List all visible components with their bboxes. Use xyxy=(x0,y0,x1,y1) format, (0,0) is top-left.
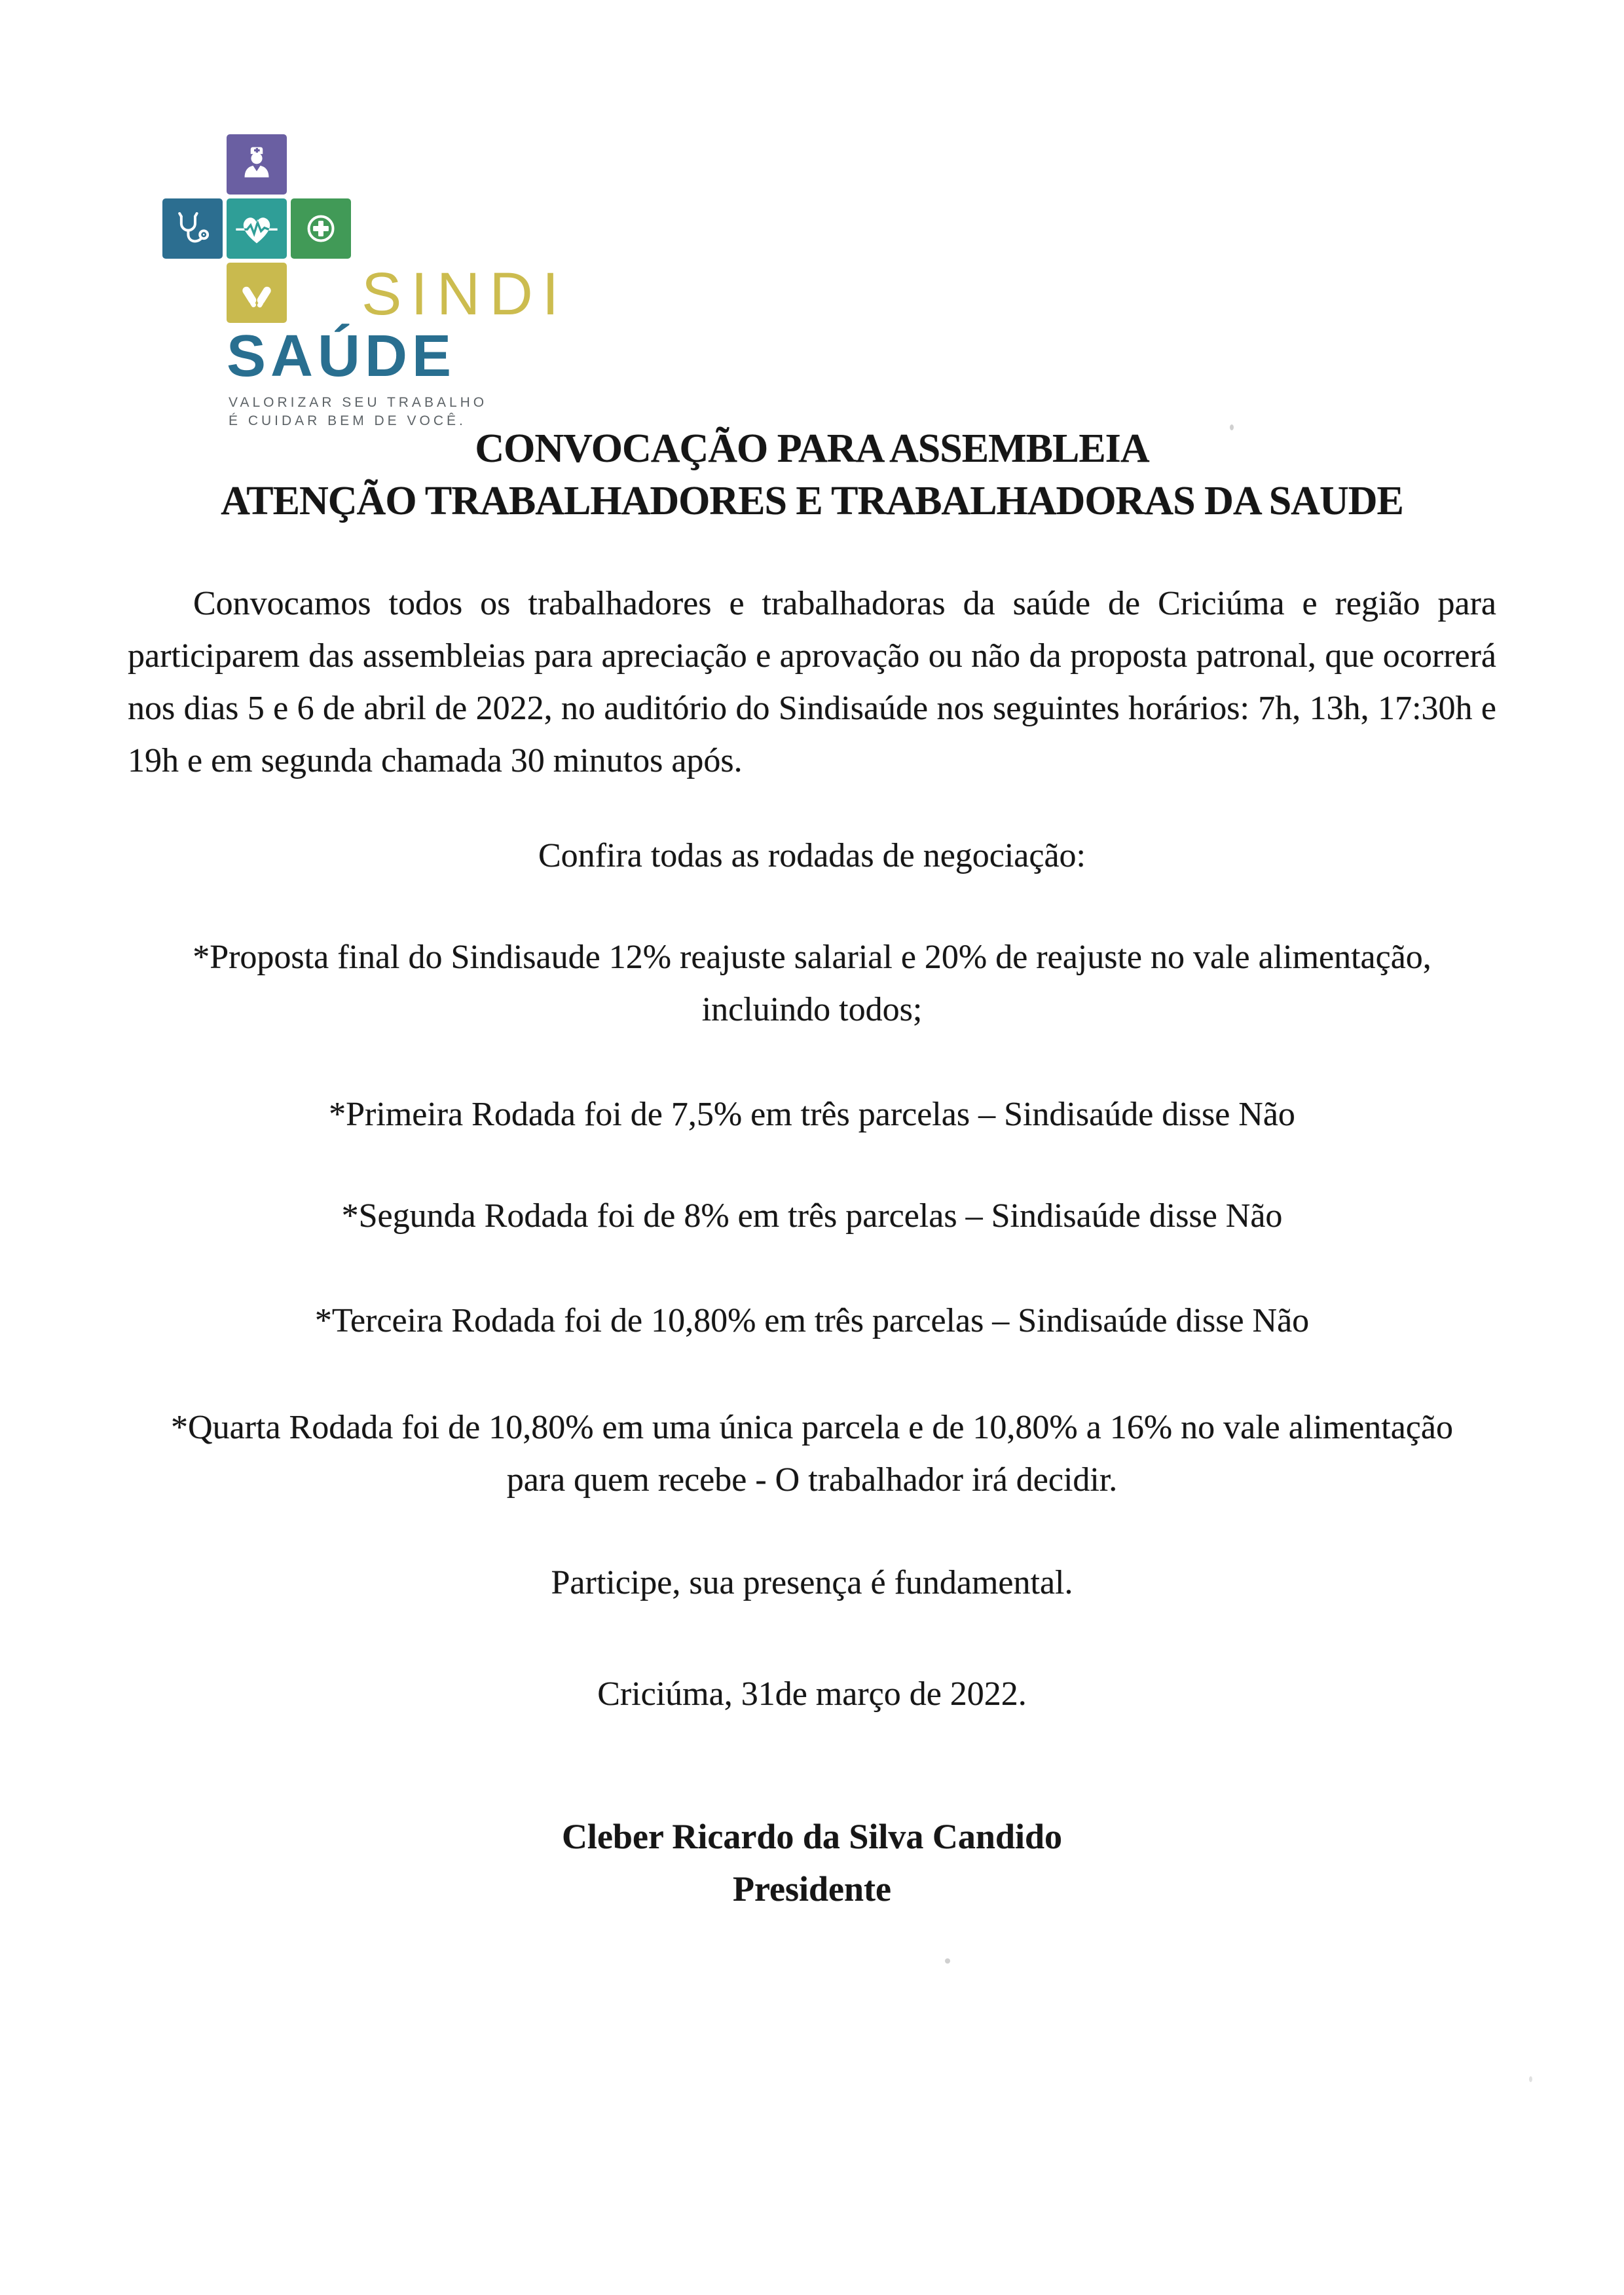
round-final-proposal: *Proposta final do Sindisaude 12% reajuste salarial e 20% de reajuste no vale alimentação, incluindo todos; xyxy=(193,939,1431,1028)
logo-tagline-line1: VALORIZAR SEU TRABALHO xyxy=(229,395,488,410)
logo-wordmark-sindi: SINDI xyxy=(361,261,568,327)
round-second: *Segunda Rodada foi de 8% em três parcelas – Sindisaúde disse Não xyxy=(341,1197,1283,1235)
round-third: *Terceira Rodada foi de 10,80% em três parcelas – Sindisaúde disse Não xyxy=(314,1302,1310,1339)
rounds-intro: Confira todas as rodadas de negociação: xyxy=(538,837,1086,874)
logo-wordmark-saude: SAÚDE xyxy=(227,324,456,389)
round-fourth: *Quarta Rodada foi de 10,80% em uma única parcela e de 10,80% a 16% no vale alimentação para quem recebe - O trabalhador irá decidir. xyxy=(171,1409,1453,1499)
signature-name: Cleber Ricardo da Silva Candido xyxy=(561,1817,1063,1856)
scan-speck xyxy=(1529,2076,1532,2082)
title-line-1: CONVOCAÇÃO PARA ASSEMBLEIA xyxy=(475,426,1149,471)
letter-title xyxy=(128,422,1496,527)
round-first: *Primeira Rodada foi de 7,5% em três parcelas – Sindisaúde disse Não xyxy=(329,1096,1295,1133)
signature-role: Presidente xyxy=(733,1869,891,1909)
scan-speck xyxy=(1230,424,1234,430)
letter-body xyxy=(128,0,1496,1915)
logo-tagline-line2: É CUIDAR BEM DE VOCÊ. xyxy=(229,413,466,428)
scan-speck xyxy=(945,1958,950,1964)
convocation-paragraph: Convocamos todos os trabalhadores e trabalhadoras da saúde de Criciúma e região para participarem das assembleias para apreciação e aprovação ou não da proposta patronal, que ocorrerá nos dias 5 e 6 de abril de 2022, no auditório do Sindisaúde nos seguintes horários: 7h, 13h, 17:30h e 19h e em segunda chamada 30 minutos após. xyxy=(128,585,1496,779)
participation-call: Participe, sua presença é fundamental. xyxy=(551,1564,1073,1601)
dateline: Criciúma, 31de março de 2022. xyxy=(597,1675,1027,1713)
title-line-2: ATENÇÃO TRABALHADORES E TRABALHADORAS DA SAUDE xyxy=(221,479,1403,523)
